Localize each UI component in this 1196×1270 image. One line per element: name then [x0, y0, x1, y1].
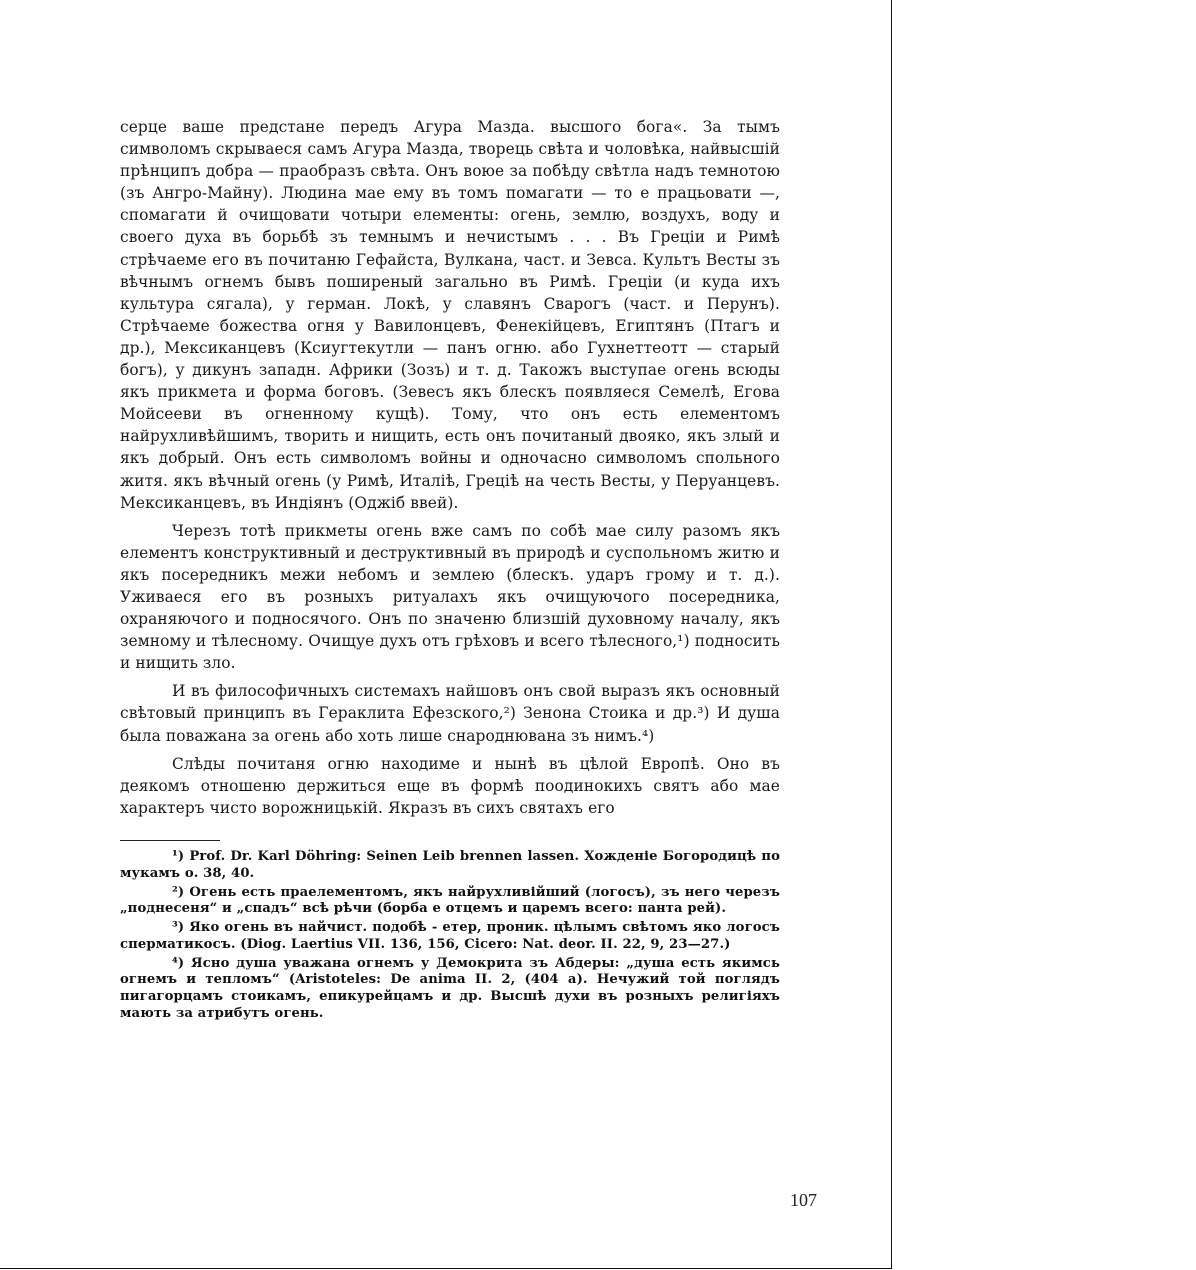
footnote-1: ¹) Prof. Dr. Karl Döhring: Seinen Leib brennen lassen. Хожденіе Богородицѣ по мукамъ о. 38, 40.	[120, 848, 780, 881]
footnote-4: ⁴) Ясно душа уважана огнемъ у Демокрита зъ Абдеры: „душа есть якимсь огнемъ и тепломъ“ (Aristoteles: De anima II. 2, (404 a). Нечужий той поглядъ пигагорцамъ стоикамъ, епикурейцамъ и др. Высшѣ духи въ розныхъ религіяхъ мають за атрибутъ огень.	[120, 955, 780, 1022]
paragraph-1: серце ваше предстане передъ Агура Мазда. высшого бога«. За тымъ символомъ скрываеся самъ Агура Мазда, творець свѣта и чоловѣка, найвысшій прѣнципъ добра — праобразъ свѣта. Онъ воюе за побѣду свѣтла надъ темнотою (зъ Ангро-Майну). Людина мае ему въ томъ помагати — то е працьовати —, спомагати й очищовати чотыри елементы: огень, землю, воздухъ, воду и своего духа въ борьбѣ зъ темнымъ и нечистымъ . . . Въ Греціи и Римѣ стрѣчаеме его въ почитаню Гефайста, Вулкана, част. и Зевса. Культъ Весты зъ вѣчнымъ огнемъ бывъ поширеный загально въ Римѣ. Греціи (и куда ихъ культура сягала), у герман. Локѣ, у славянъ Сварогъ (част. и Перунъ). Стрѣчаеме божества огня у Вавилонцевъ, Фенекійцевъ, Египтянъ (Птагъ и др.), Мексиканцевъ (Ксиугтекутли — панъ огню. або Гухнеттеотт — старый богъ), у дикунъ западн. Африки (Зозъ) и т. д. Такожъ выступае огень всюды якъ прикмета и форма боговъ. (Зевесъ якъ блескъ появляеся Семелѣ, Егова Мойсееви въ огненному кущѣ). Тому, что онъ есть елементомъ найрухливѣйшимъ, творить и нищить, есть онъ почитаный двояко, якъ злый и якъ добрый. Онъ есть символомъ войны и одночасно символомъ спольного житя. якъ вѣчный огень (у Римѣ, Италіѣ, Греціѣ на честь Весты, у Перуанцевъ. Мексиканцевъ, въ Индіянъ (Оджіб ввей).	[120, 118, 780, 512]
footnotes	[120, 849, 780, 1023]
footnote-3: ³) Яко огень въ найчист. подобѣ - етер, проник. цѣлымъ свѣтомъ яко логосъ сперматикосъ. (Diog. Laertius VII. 136, 156, Cicero: Nat. deor. II. 22, 9, 23—27.)	[120, 920, 780, 952]
footnote-separator	[120, 840, 220, 841]
paragraph-2: Черезъ тотѣ прикметы огень вже самъ по собѣ мае силу разомъ якъ елементъ конструктивный и деструктивный въ природѣ и суспольномъ житю и якъ посередникъ межи небомъ и землею (блескъ. ударъ грому и т. д.). Уживаеся его въ розныхъ ритуалахъ якъ очищуючого посередника, охраняючого и подносячого. Онъ по значеню близшій духовному началу, якъ земному и тѣлесному. Очищуе духъ отъ грѣховъ и всего тѣлесного,¹) подносить и нищить зло.	[120, 521, 780, 673]
page-content	[120, 116, 780, 1025]
paragraph-4: Слѣды почитаня огню находиме и нынѣ въ цѣлой Европѣ. Оно въ деякомъ отношеню держиться еще въ формѣ поодинокихъ святъ або мае характеръ чисто ворожницькій. Якразъ въ сихъ святахъ его	[120, 754, 780, 817]
page-number: 107	[790, 1190, 817, 1210]
footnote-2: ²) Огень есть праелементомъ, якъ найрухливійший (логосъ), зъ него черезъ „поднесеня“ и „спадъ“ всѣ рѣчи (борба е отцемъ и царемъ всего: пантa рей).	[120, 884, 780, 917]
paragraph-3: И въ философичныхъ системахъ найшовъ онъ свой выразъ якъ основный свѣтовый принципъ въ Гераклита Ефезского,²) Зенона Стоика и др.³) И душа была поважана за огень або хоть лише снароднювана зъ нимъ.⁴)	[120, 682, 780, 745]
